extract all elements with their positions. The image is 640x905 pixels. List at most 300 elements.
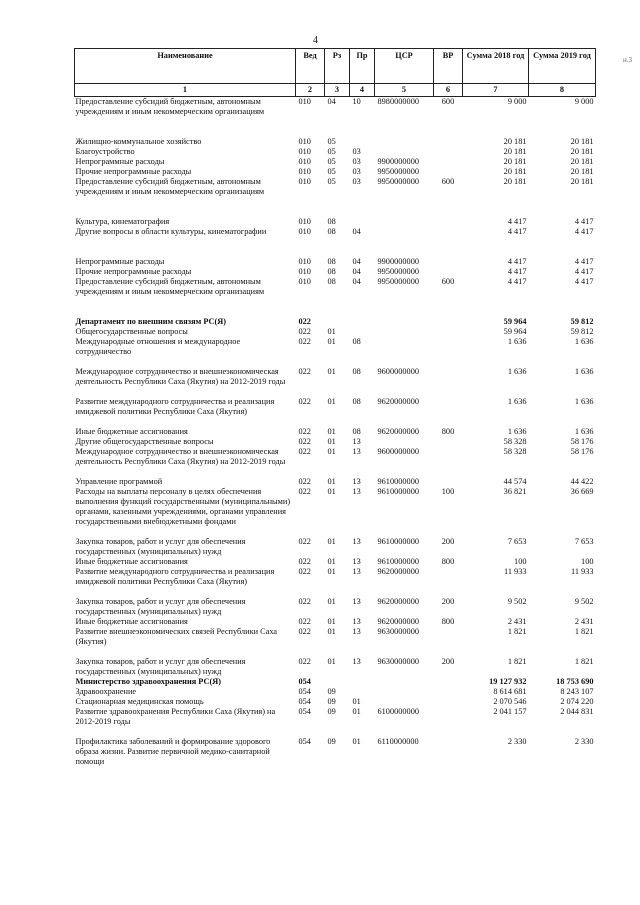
- table-row: [75, 627, 596, 647]
- row-csr: [375, 147, 434, 157]
- row-rz: 05: [327, 177, 336, 186]
- row-csr: 9900000000: [377, 157, 419, 166]
- row-ved: 022: [298, 427, 311, 436]
- row-pr: 10: [352, 97, 361, 106]
- row-ved: 022: [298, 567, 311, 576]
- row-pr: 04: [352, 277, 361, 286]
- row-sum-2019: 4 417: [574, 227, 594, 236]
- row-pr: 04: [352, 257, 361, 266]
- row-vr: 200: [441, 657, 455, 666]
- row-pr: 13: [352, 447, 361, 456]
- row-name: Непрограммные расходы: [75, 157, 165, 166]
- row-sum-2019: 20 181: [570, 137, 594, 146]
- row-ved: 022: [298, 657, 311, 666]
- spacer-row: [75, 527, 596, 537]
- row-sum-2018: 20 181: [503, 137, 527, 146]
- column-number: 4: [350, 84, 375, 97]
- row-name: Благоустройство: [75, 147, 135, 156]
- row-sum-2019: 1 821: [574, 657, 594, 666]
- spacer-cell: [75, 297, 596, 317]
- row-vr: [434, 367, 463, 387]
- row-rz: 01: [327, 437, 336, 446]
- row-sum-2019: 59 812: [570, 327, 594, 336]
- row-rz: 01: [327, 327, 336, 336]
- row-name: Профилактика заболеваний и формирование здорового образа жизни. Развитие первичной медико-санитарной помощи: [75, 737, 271, 766]
- row-pr: [350, 317, 375, 327]
- row-name: Расходы на выплаты персоналу в целях обеспечения выполнения функций государственными (муниципальными) органами, казенными учреждениями, органами управления государственными внебюджетными фондами: [75, 487, 291, 526]
- row-vr: [434, 257, 463, 267]
- row-rz: 09: [327, 687, 336, 696]
- row-name: Предоставление субсидий бюджетным, автономным учреждениям и иным некоммерческим организациям: [75, 97, 265, 116]
- column-number: 2: [296, 84, 325, 97]
- spacer-cell: [75, 587, 596, 597]
- row-sum-2018: 20 181: [503, 147, 527, 156]
- row-ved: 022: [298, 537, 311, 546]
- row-name: Иные бюджетные ассигнования: [75, 617, 188, 626]
- row-vr: [434, 167, 463, 177]
- row-pr: 01: [352, 707, 361, 716]
- spacer-cell: [75, 117, 596, 137]
- row-sum-2018: 1 636: [507, 397, 527, 406]
- row-csr: 9950000000: [377, 277, 419, 286]
- row-vr: [434, 147, 463, 157]
- table-row: [75, 437, 596, 447]
- row-sum-2019: 1 636: [574, 337, 594, 346]
- row-sum-2019: 4 417: [574, 257, 594, 266]
- row-sum-2018: 59 964: [503, 317, 527, 326]
- row-vr: 600: [441, 277, 455, 286]
- row-pr: 08: [352, 397, 361, 406]
- row-vr: [434, 477, 463, 487]
- row-ved: 054: [298, 677, 311, 686]
- row-sum-2019: 1 636: [574, 397, 594, 406]
- column-number: 1: [75, 84, 296, 97]
- header-vr: ВР: [434, 49, 463, 84]
- spacer-row: [75, 417, 596, 427]
- row-sum-2018: 4 417: [507, 217, 527, 226]
- row-csr: 9630000000: [377, 627, 419, 636]
- row-name: Развитие международного сотрудничества и реализация имиджевой политики Республики Саха (Якутия): [75, 397, 275, 416]
- row-sum-2019: 36 669: [570, 487, 594, 496]
- row-ved: 010: [298, 97, 311, 106]
- row-sum-2019: 1 636: [574, 427, 594, 436]
- row-pr: 13: [352, 597, 361, 606]
- row-sum-2019: 58 176: [570, 447, 594, 456]
- row-rz: 08: [327, 217, 336, 226]
- row-rz: 01: [327, 597, 336, 606]
- spacer-cell: [75, 237, 596, 257]
- table-row: [75, 167, 596, 177]
- spacer-row: [75, 117, 596, 137]
- row-vr: [434, 227, 463, 237]
- row-name: Развитие международного сотрудничества и реализация имиджевой политики Республики Саха (Якутия): [75, 567, 275, 586]
- row-sum-2018: 1 636: [507, 427, 527, 436]
- row-vr: [434, 697, 463, 707]
- row-vr: [434, 267, 463, 277]
- row-name: Другие общегосударственные вопросы: [75, 437, 214, 446]
- row-csr: 9620000000: [377, 617, 419, 626]
- table-row: [75, 537, 596, 557]
- row-name: Предоставление субсидий бюджетным, автономным учреждениям и иным некоммерческим организациям: [75, 177, 265, 196]
- row-rz: 01: [327, 367, 336, 376]
- row-sum-2018: 2 041 157: [493, 707, 527, 716]
- row-sum-2019: 2 074 220: [560, 697, 594, 706]
- spacer-row: [75, 647, 596, 657]
- row-sum-2018: 100: [514, 557, 527, 566]
- spacer-row: [75, 587, 596, 597]
- row-ved: 022: [298, 397, 311, 406]
- table-row: [75, 337, 596, 357]
- row-pr: [350, 687, 375, 697]
- row-vr: [434, 327, 463, 337]
- row-rz: 05: [327, 167, 336, 176]
- row-rz: 01: [327, 487, 336, 496]
- row-sum-2018: 19 127 932: [489, 677, 527, 686]
- row-csr: 9600000000: [377, 367, 419, 376]
- row-ved: 022: [298, 317, 311, 326]
- row-sum-2019: 4 417: [574, 217, 594, 226]
- row-sum-2018: 1 821: [507, 657, 527, 666]
- row-pr: 13: [352, 437, 361, 446]
- row-sum-2019: 9 000: [574, 97, 594, 106]
- row-csr: 9950000000: [377, 177, 419, 186]
- row-ved: 022: [298, 367, 311, 376]
- row-ved: 022: [298, 327, 311, 336]
- row-csr: 9620000000: [377, 397, 419, 406]
- row-ved: 010: [298, 137, 311, 146]
- row-vr: [434, 157, 463, 167]
- row-ved: 010: [298, 167, 311, 176]
- row-csr: [375, 317, 434, 327]
- row-sum-2019: 44 422: [570, 477, 594, 486]
- row-pr: [350, 217, 375, 227]
- row-rz: 08: [327, 257, 336, 266]
- row-vr: [434, 137, 463, 147]
- row-rz: 01: [327, 477, 336, 486]
- row-sum-2019: 18 753 690: [556, 677, 594, 686]
- row-sum-2018: 20 181: [503, 177, 527, 186]
- budget-table: [74, 48, 596, 767]
- row-ved: 010: [298, 257, 311, 266]
- table-row: [75, 327, 596, 337]
- row-pr: [350, 137, 375, 147]
- row-sum-2018: 1 636: [507, 337, 527, 346]
- row-vr: 200: [441, 597, 455, 606]
- spacer-cell: [75, 417, 596, 427]
- row-ved: 010: [298, 267, 311, 276]
- row-vr: 800: [441, 617, 455, 626]
- row-rz: 01: [327, 397, 336, 406]
- row-sum-2019: 100: [581, 557, 594, 566]
- row-vr: [434, 707, 463, 727]
- spacer-cell: [75, 387, 596, 397]
- table-row: [75, 367, 596, 387]
- row-sum-2019: 4 417: [574, 267, 594, 276]
- row-ved: 010: [298, 227, 311, 236]
- row-csr: 9900000000: [377, 257, 419, 266]
- row-csr: 9950000000: [377, 267, 419, 276]
- table-row: [75, 657, 596, 677]
- table-row: [75, 697, 596, 707]
- row-rz: 08: [327, 277, 336, 286]
- row-csr: 9620000000: [377, 427, 419, 436]
- row-sum-2018: 1 636: [507, 367, 527, 376]
- header-pr: Пр: [350, 49, 375, 84]
- row-vr: 800: [441, 557, 455, 566]
- row-vr: 600: [441, 97, 455, 106]
- row-sum-2019: 58 176: [570, 437, 594, 446]
- row-sum-2018: 44 574: [503, 477, 527, 486]
- row-pr: 04: [352, 267, 361, 276]
- spacer-row: [75, 467, 596, 477]
- row-ved: 054: [298, 737, 311, 746]
- row-vr: [434, 337, 463, 357]
- row-sum-2018: 58 328: [503, 447, 527, 456]
- row-sum-2019: 9 502: [574, 597, 594, 606]
- row-name: Здравоохранение: [75, 687, 137, 696]
- table-row: [75, 597, 596, 617]
- row-sum-2019: 1 821: [574, 627, 594, 636]
- row-rz: 01: [327, 337, 336, 346]
- row-vr: 200: [441, 537, 455, 546]
- row-ved: 054: [298, 697, 311, 706]
- table-row: [75, 677, 596, 687]
- row-name: Стационарная медицинская помощь: [75, 697, 204, 706]
- row-pr: 04: [352, 227, 361, 236]
- spacer-row: [75, 357, 596, 367]
- row-sum-2018: 8 614 681: [493, 687, 527, 696]
- row-name: Другие вопросы в области культуры, кинематографии: [75, 227, 267, 236]
- row-name: Иные бюджетные ассигнования: [75, 427, 188, 436]
- table-row: [75, 617, 596, 627]
- row-sum-2019: 20 181: [570, 157, 594, 166]
- row-csr: [375, 137, 434, 147]
- header-rz: Рз: [325, 49, 350, 84]
- row-rz: 01: [327, 617, 336, 626]
- row-pr: 08: [352, 427, 361, 436]
- row-sum-2018: 2 070 546: [493, 697, 527, 706]
- row-name: Общегосударственные вопросы: [75, 327, 188, 336]
- header-row: [75, 49, 596, 84]
- row-rz: 09: [327, 737, 336, 746]
- table-row: [75, 737, 596, 767]
- row-pr: 13: [352, 567, 361, 576]
- row-pr: 13: [352, 487, 361, 496]
- row-vr: 100: [441, 487, 455, 496]
- row-pr: 03: [352, 177, 361, 186]
- row-name: Иные бюджетные ассигнования: [75, 557, 188, 566]
- row-pr: 08: [352, 367, 361, 376]
- row-pr: [350, 327, 375, 337]
- spacer-row: [75, 297, 596, 317]
- row-ved: 010: [298, 177, 311, 186]
- row-pr: 13: [352, 477, 361, 486]
- row-pr: 01: [352, 697, 361, 706]
- row-rz: 05: [327, 137, 336, 146]
- row-name: Предоставление субсидий бюджетным, автономным учреждениям и иным некоммерческим организациям: [75, 277, 265, 296]
- row-ved: 022: [298, 447, 311, 456]
- row-rz: 08: [327, 227, 336, 236]
- table-row: [75, 217, 596, 227]
- page-number: 4: [313, 35, 318, 46]
- row-csr: 6100000000: [377, 707, 419, 716]
- row-name: Развитие внешнеэкономических связей Республики Саха (Якутия): [75, 627, 278, 646]
- row-ved: 054: [298, 687, 311, 696]
- spacer-row: [75, 197, 596, 217]
- row-sum-2018: 58 328: [503, 437, 527, 446]
- row-pr: 03: [352, 147, 361, 156]
- row-sum-2019: 20 181: [570, 167, 594, 176]
- row-sum-2018: 2 330: [507, 737, 527, 746]
- row-rz: 01: [327, 537, 336, 546]
- table-row: [75, 707, 596, 727]
- header-ved: Вед: [296, 49, 325, 84]
- row-pr: 13: [352, 627, 361, 636]
- row-csr: 8980000000: [377, 97, 419, 106]
- row-name: Прочие непрограммные расходы: [75, 167, 192, 176]
- row-csr: 9600000000: [377, 447, 419, 456]
- row-rz: 01: [327, 447, 336, 456]
- table-row: [75, 427, 596, 437]
- row-vr: 600: [441, 177, 455, 186]
- row-pr: 01: [352, 737, 361, 746]
- spacer-cell: [75, 357, 596, 367]
- row-name: Международное сотрудничество и внешнеэкономическая деятельность Республики Саха (Якутия) на 2012-2019 годы: [75, 447, 286, 466]
- spacer-cell: [75, 527, 596, 537]
- spacer-cell: [75, 727, 596, 737]
- row-csr: [375, 687, 434, 697]
- column-number-row: [75, 84, 596, 97]
- row-sum-2018: 9 502: [507, 597, 527, 606]
- spacer-cell: [75, 197, 596, 217]
- row-sum-2019: 1 636: [574, 367, 594, 376]
- spacer-cell: [75, 647, 596, 657]
- column-number: 6: [434, 84, 463, 97]
- table-row: [75, 477, 596, 487]
- column-number: 3: [325, 84, 350, 97]
- row-name: Министерство здравоохранения РС(Я): [75, 677, 221, 686]
- row-rz: 09: [327, 697, 336, 706]
- row-sum-2019: 20 181: [570, 177, 594, 186]
- row-csr: [375, 337, 434, 357]
- row-ved: 022: [298, 437, 311, 446]
- row-vr: [434, 447, 463, 467]
- row-sum-2018: 4 417: [507, 277, 527, 286]
- row-csr: 9620000000: [377, 597, 419, 606]
- table-row: [75, 487, 596, 527]
- table-row: [75, 257, 596, 267]
- row-ved: 022: [298, 597, 311, 606]
- row-ved: 054: [298, 707, 311, 716]
- row-csr: 9630000000: [377, 657, 419, 666]
- table-row: [75, 267, 596, 277]
- row-sum-2019: 59 812: [570, 317, 594, 326]
- row-vr: [434, 317, 463, 327]
- table-row: [75, 97, 596, 118]
- row-sum-2018: 7 653: [507, 537, 527, 546]
- row-rz: 05: [327, 157, 336, 166]
- row-rz: 01: [327, 427, 336, 436]
- row-rz: 01: [327, 567, 336, 576]
- row-name: Культура, кинематография: [75, 217, 170, 226]
- header-sum-2019: Сумма 2019 год: [529, 49, 596, 84]
- row-sum-2018: 4 417: [507, 227, 527, 236]
- row-vr: [434, 687, 463, 697]
- row-sum-2018: 1 821: [507, 627, 527, 636]
- spacer-cell: [75, 467, 596, 477]
- row-rz: 01: [327, 627, 336, 636]
- table-row: [75, 317, 596, 327]
- header-csr: ЦСР: [375, 49, 434, 84]
- row-pr: 13: [352, 557, 361, 566]
- row-vr: [434, 217, 463, 227]
- row-pr: 03: [352, 157, 361, 166]
- table-row: [75, 227, 596, 237]
- column-number: 8: [529, 84, 596, 97]
- spacer-row: [75, 387, 596, 397]
- table-row: [75, 687, 596, 697]
- row-sum-2018: 20 181: [503, 157, 527, 166]
- row-ved: 022: [298, 477, 311, 486]
- row-ved: 010: [298, 217, 311, 226]
- row-name: Закупка товаров, работ и услуг для обеспечения государственных (муниципальных) нужд: [75, 597, 246, 616]
- corner-mark: н.3: [623, 56, 632, 64]
- row-name: Закупка товаров, работ и услуг для обеспечения государственных (муниципальных) нужд: [75, 657, 246, 676]
- row-csr: [375, 697, 434, 707]
- row-vr: [434, 627, 463, 647]
- spacer-row: [75, 237, 596, 257]
- header-name: Наименование: [75, 49, 296, 84]
- row-csr: [375, 327, 434, 337]
- row-sum-2019: 2 330: [574, 737, 594, 746]
- table-header: [75, 49, 596, 97]
- row-sum-2019: 2 431: [574, 617, 594, 626]
- row-csr: [375, 677, 434, 687]
- table-row: [75, 277, 596, 297]
- row-sum-2018: 2 431: [507, 617, 527, 626]
- row-name: Жилищно-коммунальное хозяйство: [75, 137, 202, 146]
- row-pr: 13: [352, 617, 361, 626]
- row-pr: [350, 677, 375, 687]
- row-ved: 022: [298, 627, 311, 636]
- table-row: [75, 567, 596, 587]
- row-vr: [434, 737, 463, 767]
- row-name: Международное сотрудничество и внешнеэкономическая деятельность Республики Саха (Якутия) на 2012-2019 годы: [75, 367, 286, 386]
- row-sum-2019: 2 044 831: [560, 707, 594, 716]
- spacer-row: [75, 727, 596, 737]
- row-csr: 9610000000: [377, 557, 419, 566]
- row-rz: 09: [327, 707, 336, 716]
- row-vr: [434, 397, 463, 417]
- row-csr: 9610000000: [377, 537, 419, 546]
- row-ved: 010: [298, 147, 311, 156]
- row-rz: 01: [327, 657, 336, 666]
- row-sum-2019: 11 933: [570, 567, 594, 576]
- row-vr: 800: [441, 427, 455, 436]
- row-pr: 08: [352, 337, 361, 346]
- row-vr: [434, 567, 463, 587]
- table-row: [75, 177, 596, 197]
- row-rz: 08: [327, 267, 336, 276]
- row-pr: 13: [352, 657, 361, 666]
- row-vr: [434, 437, 463, 447]
- row-sum-2019: 7 653: [574, 537, 594, 546]
- column-number: 7: [463, 84, 529, 97]
- row-pr: 13: [352, 537, 361, 546]
- row-ved: 022: [298, 487, 311, 496]
- row-sum-2018: 9 000: [507, 97, 527, 106]
- row-csr: 9610000000: [377, 487, 419, 496]
